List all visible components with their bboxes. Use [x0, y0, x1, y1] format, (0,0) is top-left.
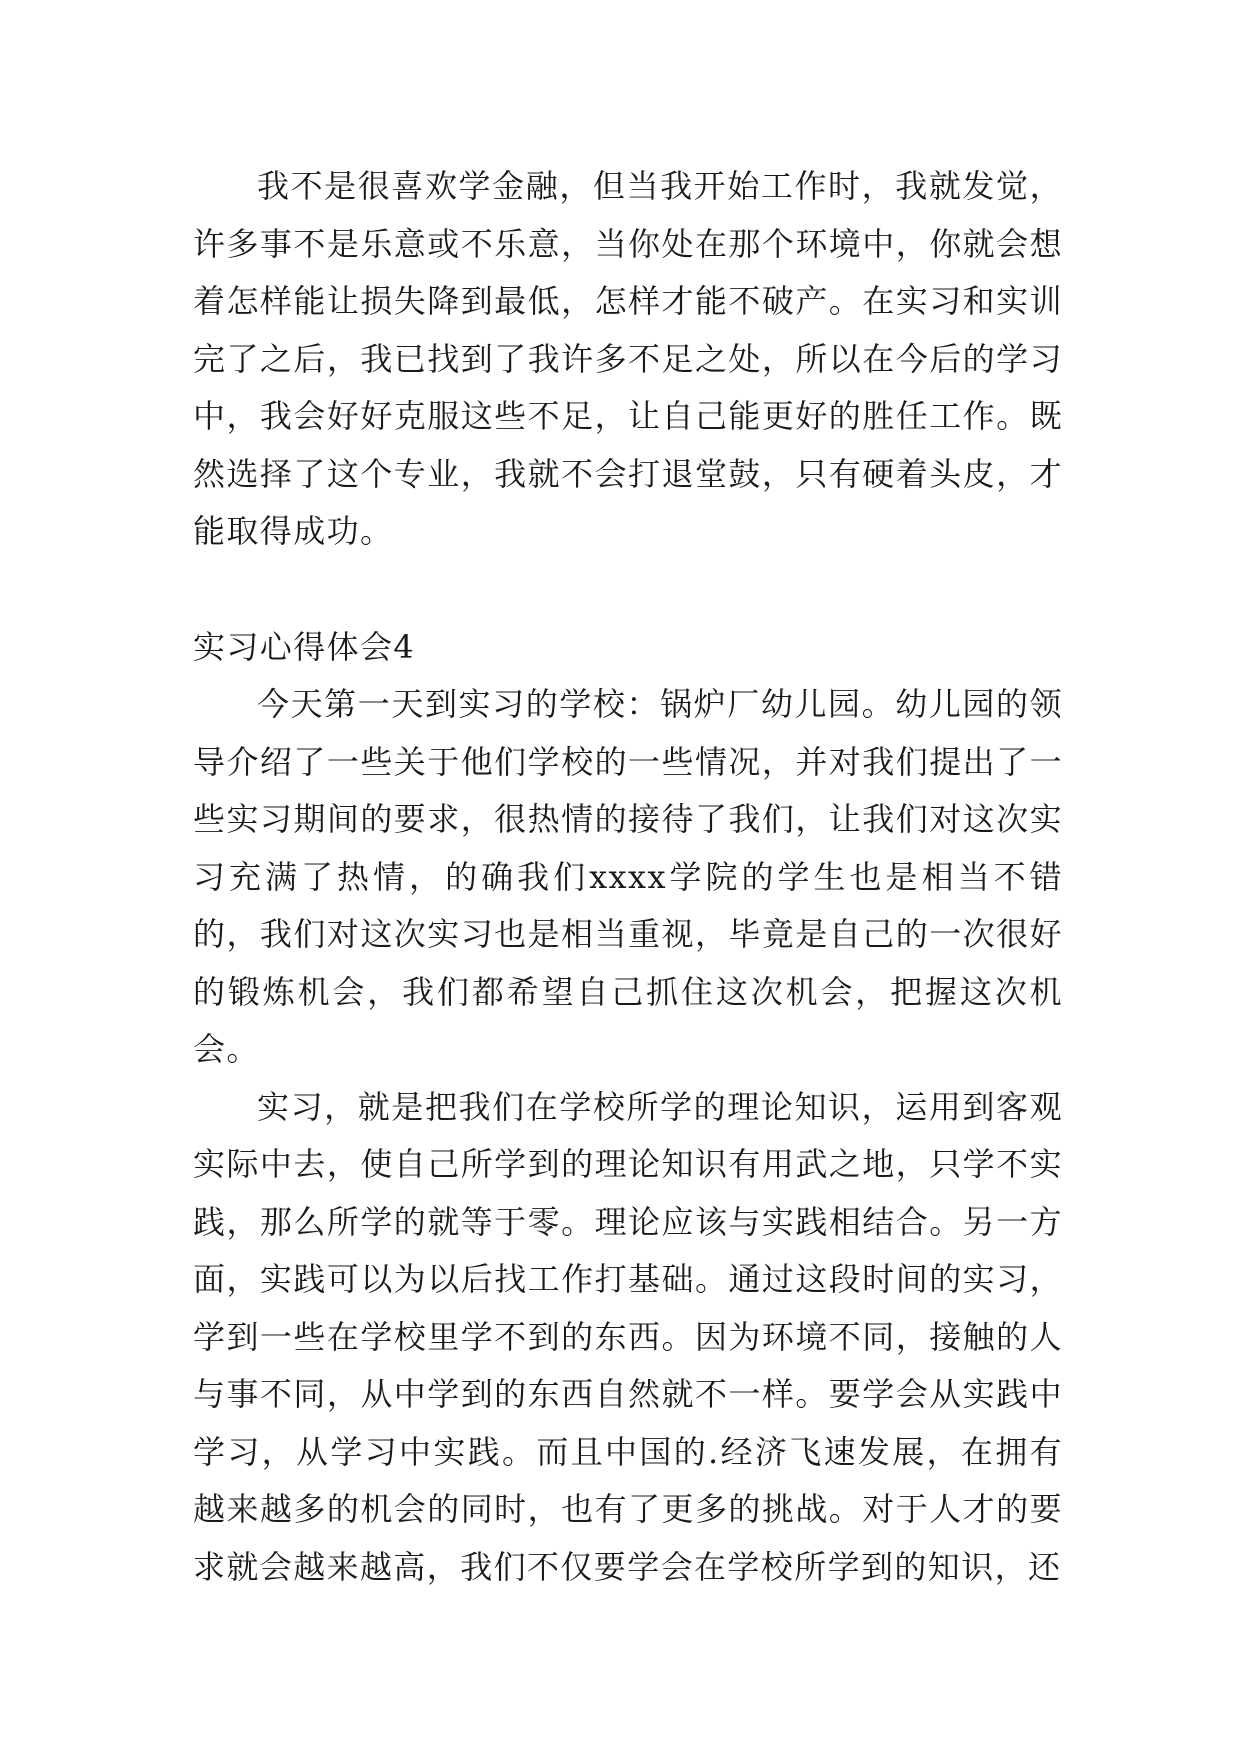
- paragraph-finance-reflection: 我不是很喜欢学金融，但当我开始工作时，我就发觉，许多事不是乐意或不乐意，当你处在那个环境中，你就会想着怎样能让损失降到最低，怎样才能不破产。在实习和实训完了之后，我已找到了我许多不足之处，所以在今后的学习中，我会好好克服这些不足，让自己能更好的胜任工作。既然选择了这个专业，我就不会打退堂鼓，只有硬着头皮，才能取得成功。: [193, 167, 1063, 550]
- paragraph-first-day: 今天第一天到实习的学校：锅炉厂幼儿园。幼儿园的领导介绍了一些关于他们学校的一些情况，并对我们提出了一些实习期间的要求，很热情的接待了我们，让我们对这次实习充满了热情，的确我们xxxx学院的学生也是相当不错的，我们对这次实习也是相当重视，毕竟是自己的一次很好的锻炼机会，我们都希望自己抓住这次机会，把握这次机会。: [193, 685, 1063, 1068]
- document-body: [193, 158, 1063, 1596]
- section-spacer: [193, 561, 1063, 619]
- section-heading: 实习心得体会4: [193, 627, 416, 666]
- paragraph-practice-meaning: 实习，就是把我们在学校所学的理论知识，运用到客观实际中去，使自己所学到的理论知识有用武之地，只学不实践，那么所学的就等于零。理论应该与实践相结合。另一方面，实践可以为以后找工作打基础。通过这段时间的实习，学到一些在学校里学不到的东西。因为环境不同，接触的人与事不同，从中学到的东西自然就不一样。要学会从实践中学习，从学习中实践。而且中国的.经济飞速发展，在拥有越来越多的机会的同时，也有了更多的挑战。对于人才的要求就会越来越高，我们不仅要学会在学校所学到的知识，还: [193, 1087, 1063, 1586]
